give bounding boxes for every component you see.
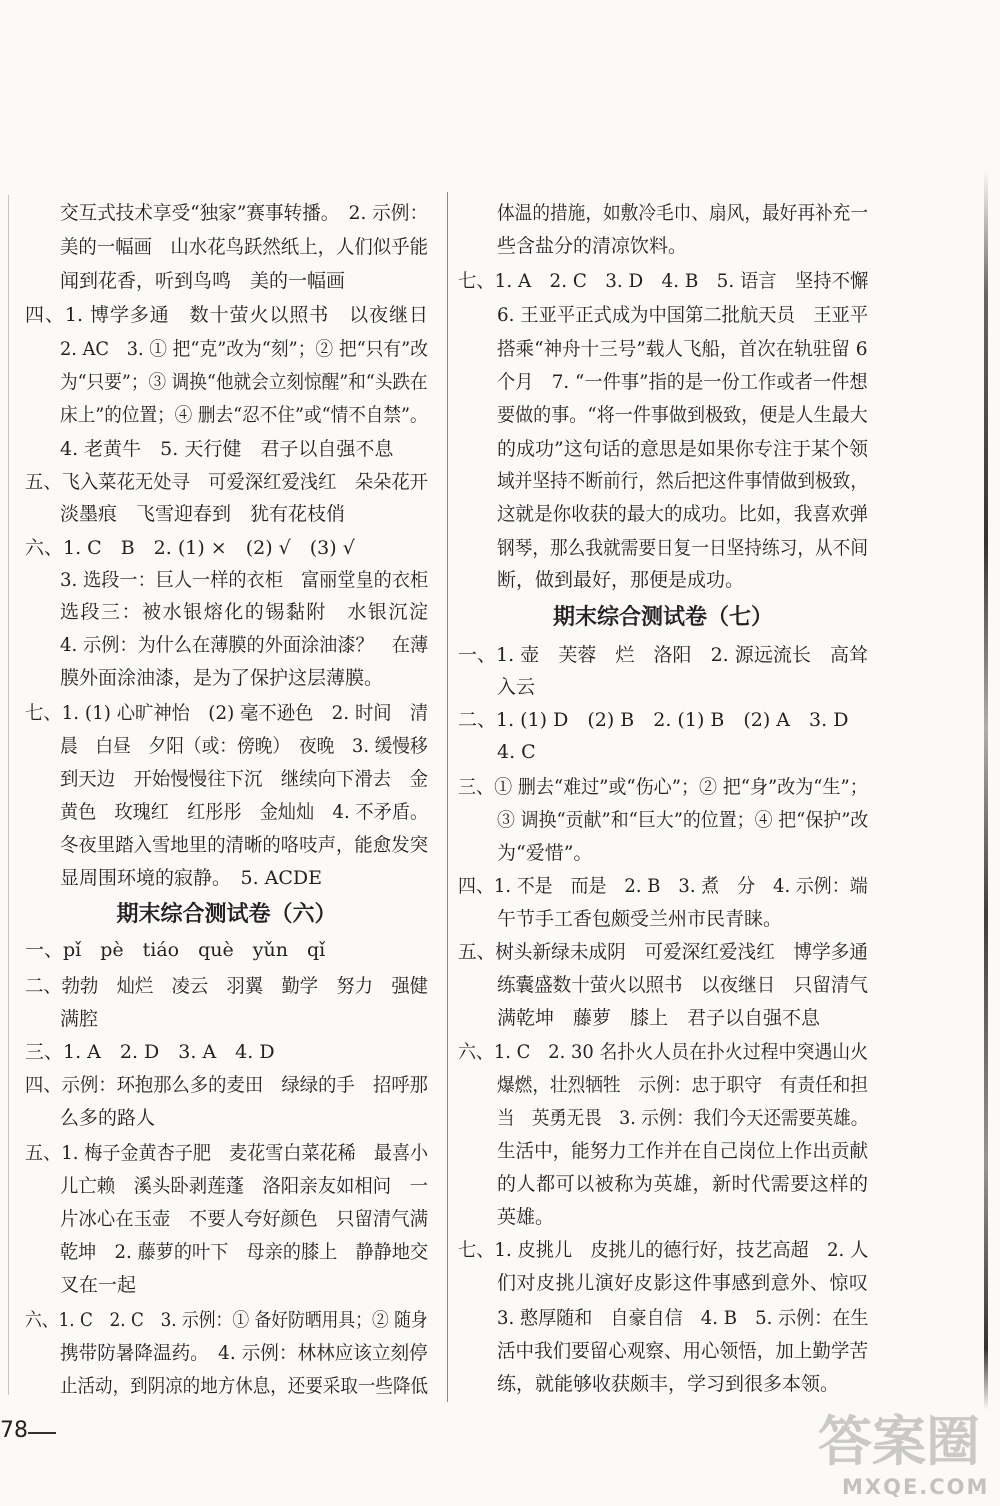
answer-line: 到天边 开始慢慢往下沉 继续向下滑去 金 bbox=[60, 768, 429, 790]
answer-line: 美的一幅画 山水花鸟跃然纸上，人们似乎能 bbox=[60, 236, 429, 258]
answer-line: 满乾坤 藤萝 膝上 君子以自强不息 bbox=[497, 1007, 821, 1029]
answer-line: 4. 老黄牛 5. 天行健 君子以自强不息 bbox=[60, 438, 394, 460]
answer-line: 当 英勇无畏 3. 示例：我们今天还需要英雄。 bbox=[497, 1107, 869, 1129]
answer-line: 七、1. (1) 心旷神怡 (2) 毫不逊色 2. 时间 清 bbox=[25, 702, 429, 724]
answer-line: 晨 白昼 夕阳（或：傍晚） 夜晚 3. 缓慢移 bbox=[60, 735, 428, 757]
answer-line: 们对皮挑儿演好皮影这件事感到意外、惊叹 bbox=[497, 1272, 868, 1294]
answer-line: 一、1. 壶 芙蓉 烂 洛阳 2. 源远流长 高耸 bbox=[458, 644, 868, 666]
answer-line: 淡墨痕 飞雪迎春到 犹有花枝俏 bbox=[60, 503, 346, 525]
answer-line: 床上”的位置；④ 删去“忍不住”或“情不自禁”。 bbox=[60, 404, 428, 426]
column-divider bbox=[447, 192, 448, 1402]
answer-line: 个月 7. “一件事”指的是一份工作或者一件想 bbox=[497, 371, 868, 393]
answer-line: 四、1. 不是 而是 2. B 3. 煮 分 4. 示例：端 bbox=[458, 875, 868, 897]
answer-line: 生活中，能努力工作并在自己岗位上作出贡献 bbox=[497, 1140, 869, 1162]
answer-line: 选段三：被水银熔化的锡黏附 水银沉淀 bbox=[60, 601, 428, 623]
answer-line: 英雄。 bbox=[497, 1206, 555, 1228]
answer-line: 七、1. 皮挑儿 皮挑儿的德行好，技艺高超 2. 人 bbox=[458, 1239, 869, 1261]
answer-line: 入云 bbox=[497, 676, 536, 698]
answer-line: ③ 调换“贡献”和“巨大”的位置；④ 把“保护”改 bbox=[497, 809, 869, 831]
page-number-dash bbox=[28, 1432, 56, 1434]
answer-line: 搭乘“神舟十三号”载人飞船，首次在轨驻留 6 bbox=[497, 338, 868, 360]
answer-line: 二、勃勃 灿烂 凌云 羽翼 勤学 努力 强健 bbox=[25, 975, 429, 997]
answer-line: 五、1. 梅子金黄杏子肥 麦花雪白菜花稀 最喜小 bbox=[25, 1142, 429, 1164]
answer-line: 五、树头新绿未成阴 可爱深红爱浅红 博学多通 bbox=[458, 941, 869, 963]
answer-line: 交互式技术享受“独家”赛事转播。 2. 示例： bbox=[60, 202, 429, 224]
answer-line: 钢琴，那么我就需要日复一日坚持练习，从不间 bbox=[497, 537, 869, 559]
answer-line: 练囊盛数十萤火以照书 以夜继日 只留清气 bbox=[497, 974, 869, 996]
answer-line: 一、pǐ pè tiáo què yǔn qǐ bbox=[25, 939, 326, 961]
answer-line: 4. C bbox=[497, 741, 536, 763]
answer-line: 叉在一起 bbox=[60, 1274, 137, 1296]
answer-line: 爆燃，壮烈牺牲 示例：忠于职守 有责任和担 bbox=[497, 1074, 869, 1096]
answer-line: 这就是你收获的最大的成功。比如，我喜欢弹 bbox=[497, 503, 869, 525]
answer-line: 二、1. (1) D (2) B 2. (1) B (2) A 3. D bbox=[458, 709, 849, 731]
answer-line: 六、1. C 2. C 3. 示例：① 备好防晒用具；② 随身 bbox=[25, 1309, 428, 1331]
answer-line: 五、飞入菜花无处寻 可爱深红爱浅红 朵朵花开 bbox=[25, 471, 429, 493]
answer-line: 为“只要”；③ 调换“他就会立刻惊醒”和“头跌在 bbox=[60, 371, 428, 393]
answer-line: 练，就能够收获颇丰，学习到很多本领。 bbox=[497, 1373, 840, 1395]
section-heading: 期末综合测试卷（七） bbox=[552, 605, 773, 630]
page-number: 78 bbox=[0, 1418, 28, 1443]
answer-line: 儿亡赖 溪头卧剥莲蓬 洛阳亲友如相问 一 bbox=[60, 1175, 429, 1197]
answer-line: 断，做到最好，那便是成功。 bbox=[497, 569, 745, 591]
scan-edge bbox=[984, 170, 988, 1410]
answer-line: 三、1. A 2. D 3. A 4. D bbox=[25, 1041, 275, 1063]
answer-line: 些含盐分的清凉饮料。 bbox=[497, 235, 688, 257]
answer-line: 体温的措施，如敷冷毛巾、扇风，最好再补充一 bbox=[497, 202, 869, 224]
answer-line: 四、示例：环抱那么多的麦田 绿绿的手 招呼那 bbox=[25, 1074, 429, 1096]
answer-line: 六、1. C 2. 30 名扑火人员在扑火过程中突遇山火 bbox=[458, 1041, 869, 1063]
answer-line: 为“爱惜”。 bbox=[497, 842, 593, 864]
answer-line: 满腔 bbox=[60, 1008, 99, 1030]
answer-line: 显周围环境的寂静。 5. ACDE bbox=[60, 867, 323, 889]
answer-line: 黄色 玫瑰红 红彤彤 金灿灿 4. 不矛盾。 bbox=[60, 801, 429, 823]
watermark-url: MXQE.COM bbox=[842, 1475, 990, 1499]
answer-line: 要做的事。“将一件事做到极致，便是人生最大 bbox=[497, 404, 868, 426]
answer-line: 三、① 删去“难过”或“伤心”；② 把“身”改为“生”； bbox=[458, 776, 868, 798]
answer-line: 携带防暑降温药。 4. 示例：林林应该立刻停 bbox=[60, 1342, 428, 1364]
answer-line: 域并坚持不断前行，然后把这件事情做到极致， bbox=[497, 470, 869, 492]
answer-line: 六、1. C B 2. (1) × (2) √ (3) √ bbox=[25, 537, 355, 559]
answer-line: 冬夜里踏入雪地里的清晰的咯吱声，能愈发突 bbox=[60, 834, 429, 856]
answer-line: 么多的路人 bbox=[60, 1107, 156, 1129]
answer-line: 乾坤 2. 藤萝的叶下 母亲的膝上 静静地交 bbox=[60, 1241, 429, 1263]
answer-line: 的成功”这句话的意思是如果你专注于某个领 bbox=[497, 438, 868, 460]
answer-line: 的人都可以被称为英雄，新时代需要这样的 bbox=[497, 1173, 868, 1195]
answer-line: 6. 王亚平正式成为中国第二批航天员 王亚平 bbox=[497, 304, 869, 326]
answer-line: 4. 示例：为什么在薄膜的外面涂油漆？ 在薄 bbox=[60, 634, 429, 656]
answer-line: 3. 选段一：巨人一样的衣柜 富丽堂皇的衣柜 bbox=[60, 569, 429, 591]
answer-line: 3. 憨厚随和 自豪自信 4. B 5. 示例：在生 bbox=[497, 1307, 869, 1329]
answer-line: 午节手工香包颇受兰州市民青睐。 bbox=[497, 908, 783, 930]
answer-line: 止活动，到阴凉的地方休息，还要采取一些降低 bbox=[60, 1375, 429, 1397]
section-heading: 期末综合测试卷（六） bbox=[116, 902, 337, 927]
answer-line: 膜外面涂油漆，是为了保护这层薄膜。 bbox=[60, 667, 384, 689]
watermark-logo: 答案圈 bbox=[818, 1410, 980, 1473]
left-margin-line bbox=[8, 195, 9, 1395]
answer-line: 2. AC 3. ① 把“克”改为“刻”；② 把“只有”改 bbox=[60, 338, 428, 360]
answer-line: 七、1. A 2. C 3. D 4. B 5. 语言 坚持不懈 bbox=[458, 270, 869, 292]
answer-line: 四、1. 博学多通 数十萤火以照书 以夜继日 bbox=[25, 304, 428, 326]
answer-line: 闻到花香，听到鸟鸣 美的一幅画 bbox=[60, 270, 346, 292]
answer-line: 活中我们要留心观察、用心领悟，加上勤学苦 bbox=[497, 1340, 869, 1362]
answer-line: 片冰心在玉壶 不要人夸好颜色 只留清气满 bbox=[60, 1208, 429, 1230]
